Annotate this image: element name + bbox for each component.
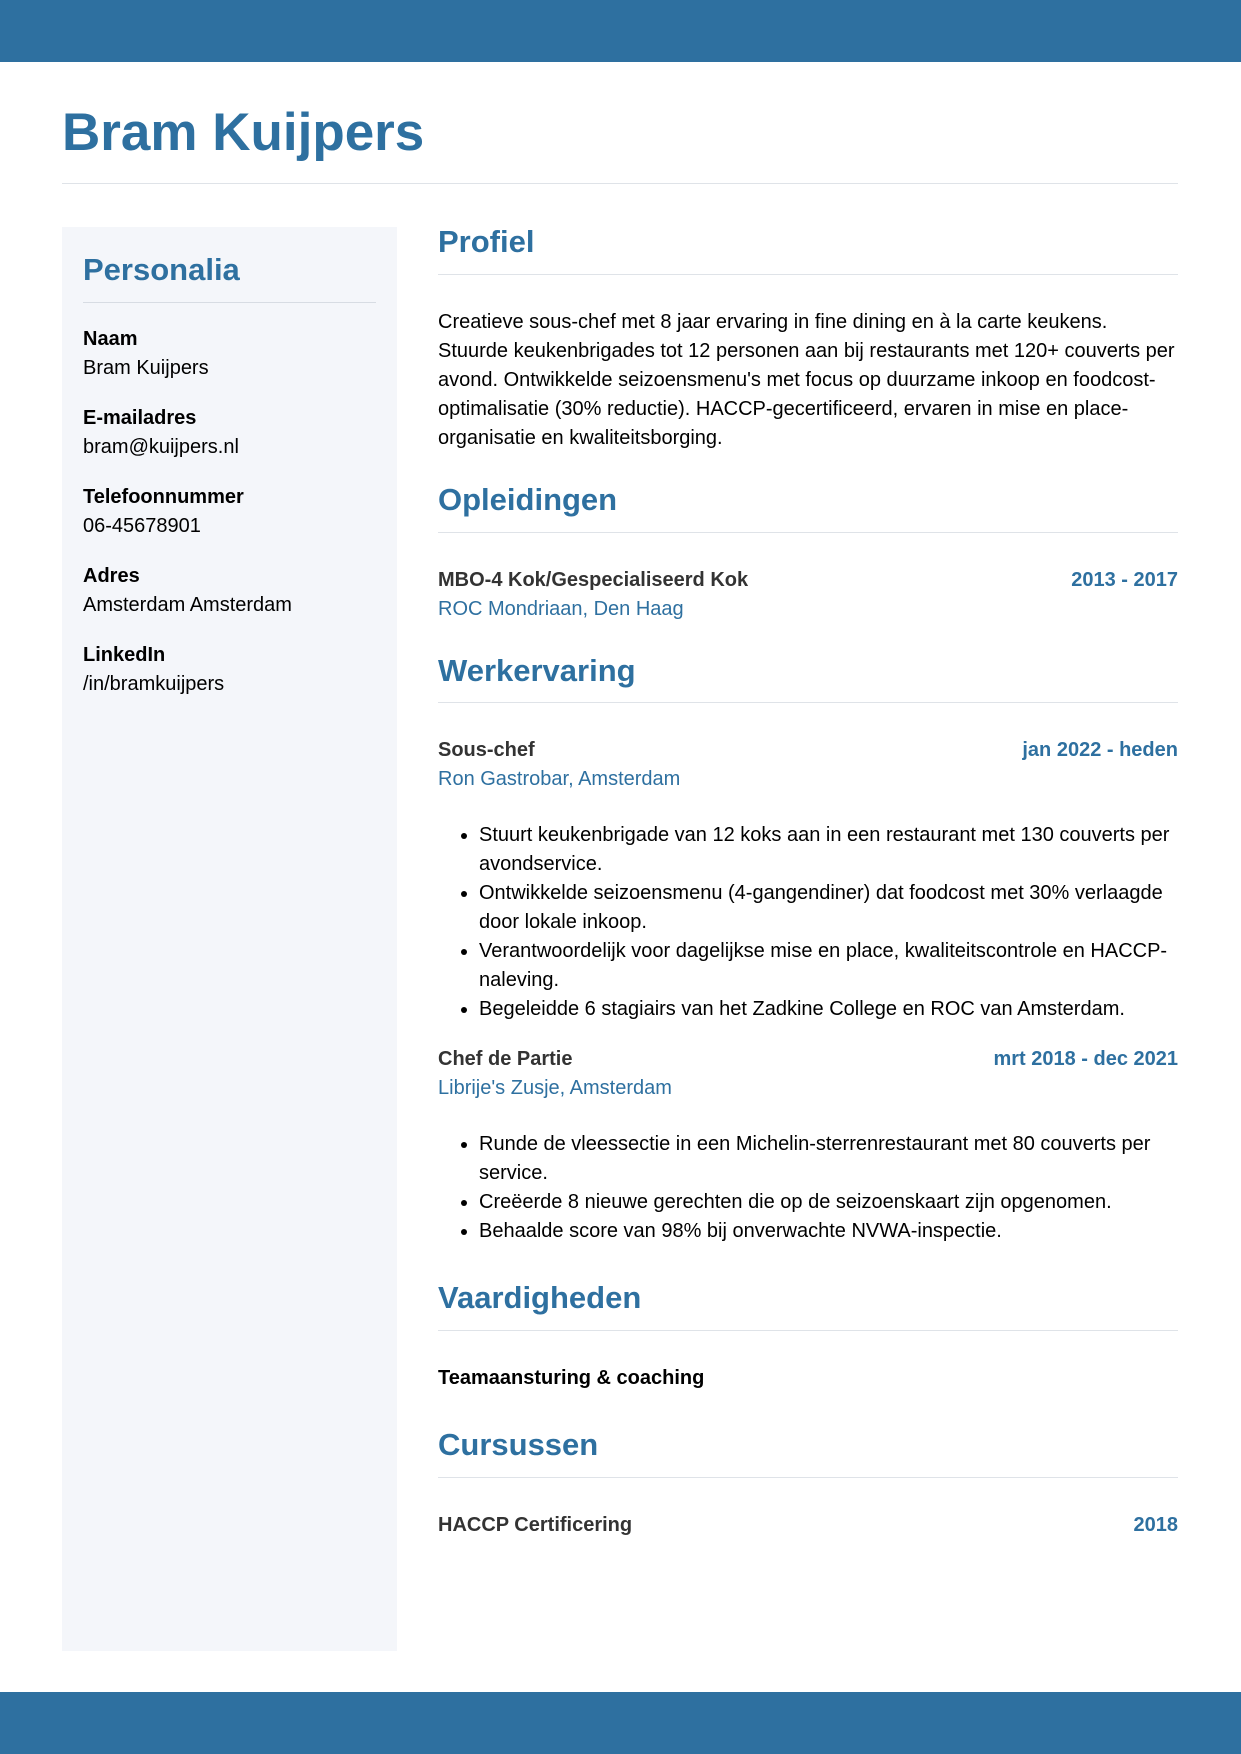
school-name: ROC Mondriaan, Den Haag	[438, 597, 684, 620]
field-phone	[83, 483, 376, 541]
field-email	[83, 404, 376, 462]
company-name: Ron Gastrobar, Amsterdam	[438, 768, 681, 791]
education-dates: 2013 - 2017	[1071, 568, 1178, 591]
list-item: • Verantwoordelijk voor dagelijkse mise en place, kwaliteitscontrole en HACCP-naleving.	[479, 937, 1178, 995]
name-divider	[62, 183, 1178, 184]
section-divider	[438, 274, 1178, 275]
job-bullets	[438, 821, 1178, 1024]
skill-item: Teamaansturing & coaching	[438, 1367, 705, 1389]
list-item: • Creëerde 8 nieuwe gerechten die op de seizoenskaart zijn opgenomen.	[479, 1188, 1178, 1217]
section-divider	[438, 702, 1178, 703]
education-entry	[438, 566, 1178, 624]
profile-text: Creatieve sous-chef met 8 jaar ervaring in fine dining en à la carte keukens. Stuurde keukenbrigades tot 12 personen aan bij restaurants met 120+ couverts per avond. Ontwikkelde seizoensmenu's met focus op duurzame inkoop en foodcost-optimalisatie (30% reductie). HACCP-gecertificeerd, ervaren in mise en place-organisatie en kwaliteitsborging.	[438, 310, 1175, 449]
job-entry	[438, 1045, 1178, 1246]
field-label: Naam	[83, 327, 138, 350]
field-label: Adres	[83, 564, 140, 587]
section-divider	[438, 1477, 1178, 1478]
list-item: • Runde de vleessectie in een Michelin-sterrenrestaurant met 80 couverts per service.	[479, 1130, 1178, 1188]
field-naam	[83, 325, 376, 383]
section-title: Werkervaring	[438, 652, 636, 688]
field-label: Telefoonnummer	[83, 485, 244, 508]
profile-section	[438, 223, 1178, 453]
list-item: • Stuurt keukenbrigade van 12 koks aan in een restaurant met 130 couverts per avondservice.	[479, 821, 1178, 879]
list-item: • Behaalde score van 98% bij onverwachte NVWA-inspectie.	[479, 1217, 1178, 1246]
field-label: LinkedIn	[83, 643, 166, 666]
list-item: • Ontwikkelde seizoensmenu (4-gangendiner) dat foodcost met 30% verlaagde door lokale inkoop.	[479, 879, 1178, 937]
job-title: Sous-chef	[438, 739, 535, 762]
field-value: bram@kuijpers.nl	[83, 435, 239, 458]
personalia-sidebar	[62, 227, 397, 1651]
job-entry	[438, 736, 1178, 1024]
job-dates: jan 2022 - heden	[1022, 739, 1178, 762]
experience-section	[438, 652, 1178, 1247]
bottom-banner	[0, 1692, 1241, 1754]
skills-section	[438, 1279, 1178, 1393]
section-divider	[438, 1330, 1178, 1331]
personalia-title: Personalia	[83, 252, 240, 287]
field-value: Bram Kuijpers	[83, 356, 209, 379]
field-value: /in/bramkuijpers	[83, 672, 225, 695]
field-value: 06-45678901	[83, 514, 201, 537]
section-title: Vaardigheden	[438, 1280, 642, 1316]
section-title: Opleidingen	[438, 481, 618, 517]
degree-title: MBO-4 Kok/Gespecialiseerd Kok	[438, 568, 749, 591]
section-title: Profiel	[438, 224, 535, 259]
field-address	[83, 562, 376, 620]
field-linkedin	[83, 641, 376, 699]
list-item: • Begeleidde 6 stagiairs van het Zadkine College en ROC van Amsterdam.	[479, 995, 1178, 1024]
job-dates: mrt 2018 - dec 2021	[993, 1048, 1178, 1071]
education-section	[438, 481, 1178, 624]
section-divider	[438, 532, 1178, 533]
section-title: Cursussen	[438, 1427, 599, 1462]
course-name: HACCP Certificering	[438, 1513, 633, 1536]
candidate-name: Bram Kuijpers	[62, 103, 425, 162]
job-title: Chef de Partie	[438, 1048, 573, 1071]
course-year: 2018	[1133, 1513, 1178, 1536]
course-entry	[438, 1511, 1178, 1540]
job-bullets	[438, 1130, 1178, 1246]
personalia-divider	[83, 302, 376, 303]
field-label: E-mailadres	[83, 406, 197, 429]
courses-section	[438, 1426, 1178, 1540]
top-banner	[0, 0, 1241, 62]
company-name: Librije's Zusje, Amsterdam	[438, 1077, 672, 1100]
main-content	[438, 223, 1178, 1540]
field-value: Amsterdam Amsterdam	[83, 593, 292, 616]
